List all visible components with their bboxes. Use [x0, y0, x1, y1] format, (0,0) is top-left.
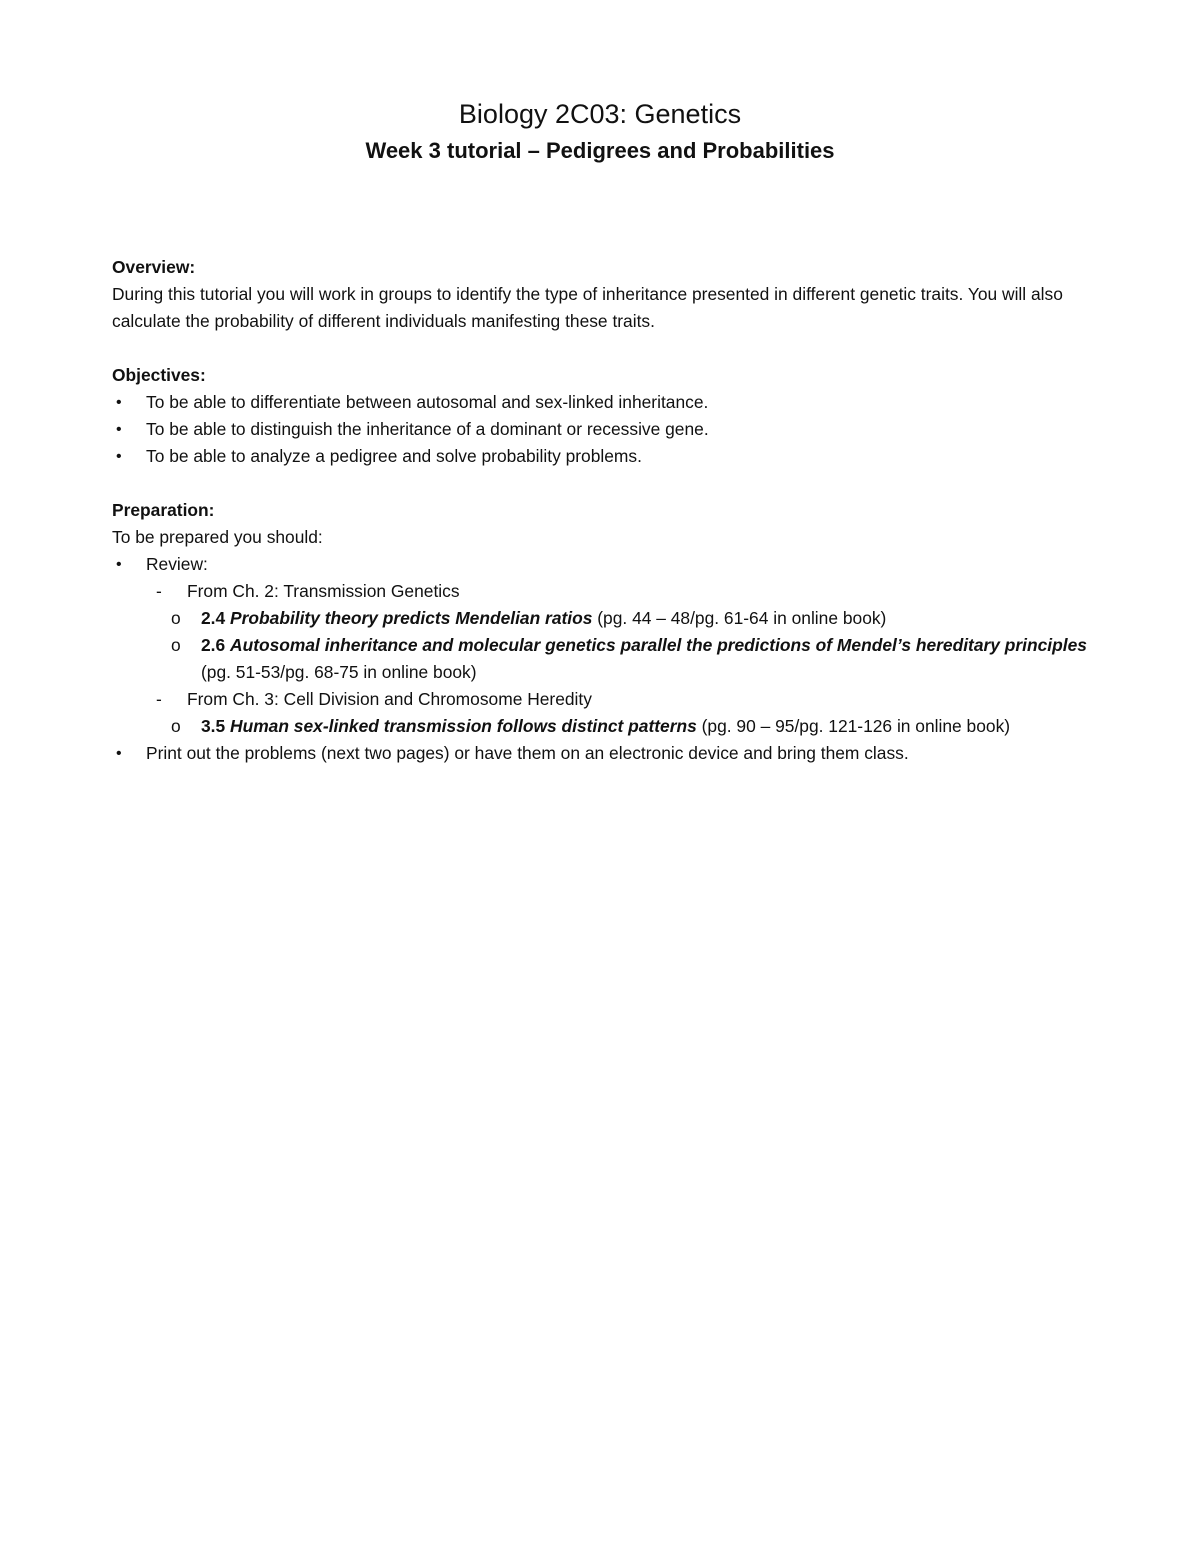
- list-item: [112, 389, 1092, 416]
- objective-text: To be able to analyze a pedigree and solve probability problems.: [146, 446, 642, 466]
- spacer: [112, 335, 1092, 362]
- bullet-icon: •: [116, 745, 122, 762]
- chapter-label: From Ch. 2: Transmission Genetics: [187, 581, 460, 601]
- document-title: Biology 2C03: Genetics: [458, 99, 742, 129]
- section-pages: (pg. 90 – 95/pg. 121-126 in online book): [701, 716, 1011, 736]
- circle-bullet-icon: o: [171, 635, 181, 655]
- preparation-list: [112, 551, 1092, 767]
- overview-heading: Overview:: [112, 257, 196, 277]
- bullet-icon: •: [116, 556, 122, 573]
- objective-text: To be able to distinguish the inheritance of a dominant or recessive gene.: [146, 419, 709, 439]
- circle-bullet-icon: o: [171, 608, 181, 628]
- list-item: [146, 686, 1092, 740]
- list-item: [112, 443, 1092, 470]
- document-subtitle: Week 3 tutorial – Pedigrees and Probabilities: [365, 138, 835, 163]
- section-list: [171, 605, 1092, 686]
- dash-icon: -: [156, 581, 162, 601]
- objectives-heading: Objectives:: [112, 365, 206, 385]
- list-item: [146, 578, 1092, 686]
- section-list: [171, 713, 1092, 740]
- circle-bullet-icon: o: [171, 716, 181, 736]
- section-title: Human sex-linked transmission follows distinct patterns: [230, 716, 697, 736]
- bullet-icon: •: [116, 421, 122, 438]
- preparation-intro: To be prepared you should:: [112, 527, 323, 547]
- section-number: 3.5: [201, 716, 226, 736]
- dash-icon: -: [156, 689, 162, 709]
- section-title: Probability theory predicts Mendelian ratios: [230, 608, 593, 628]
- list-item: [112, 551, 1092, 740]
- section-number: 2.6: [201, 635, 226, 655]
- preparation-heading: Preparation:: [112, 500, 215, 520]
- objective-text: To be able to differentiate between autosomal and sex-linked inheritance.: [146, 392, 709, 412]
- chapter-label: From Ch. 3: Cell Division and Chromosome Heredity: [187, 689, 592, 709]
- section-pages: (pg. 51-53/pg. 68-75 in online book): [201, 662, 477, 682]
- print-instruction: Print out the problems (next two pages) or have them on an electronic device and bring them class.: [146, 743, 909, 763]
- section-title: Autosomal inheritance and molecular genetics parallel the predictions of Mendel’s hereditary principles: [230, 635, 1087, 655]
- objectives-list: [112, 389, 1092, 470]
- list-item: [171, 605, 1092, 632]
- section-number: 2.4: [201, 608, 226, 628]
- overview-text: During this tutorial you will work in groups to identify the type of inheritance presented in different genetic traits. You will also calculate the probability of different individuals manifesting these traits.: [112, 284, 1063, 331]
- section-pages: (pg. 44 – 48/pg. 61-64 in online book): [597, 608, 887, 628]
- document-body: [112, 254, 1092, 767]
- list-item: [112, 740, 1092, 767]
- spacer: [112, 470, 1092, 497]
- list-item: [112, 416, 1092, 443]
- review-label: Review:: [146, 554, 208, 574]
- list-item: [171, 713, 1092, 740]
- bullet-icon: •: [116, 448, 122, 465]
- bullet-icon: •: [116, 394, 122, 411]
- list-item: [171, 632, 1092, 686]
- chapter-list: [146, 578, 1092, 740]
